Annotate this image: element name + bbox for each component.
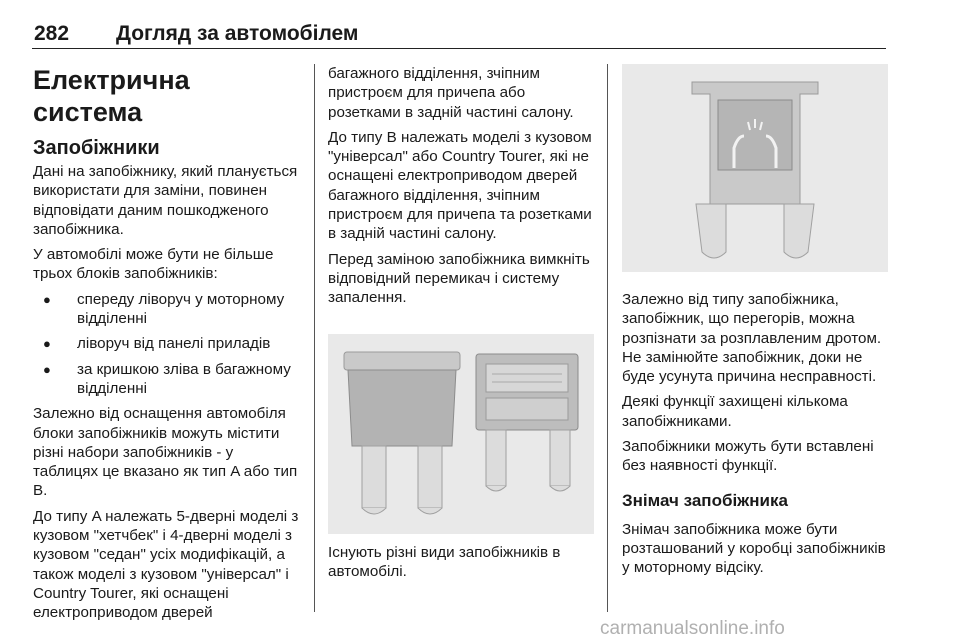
caption-text: Існують різні види запобіжників в автомобілі. <box>328 544 561 581</box>
blade-fuse-icon <box>344 352 460 514</box>
blown-fuse-icon <box>692 82 818 258</box>
watermark: carmanualsonline.info <box>600 618 785 639</box>
running-title: Догляд за автомобілем <box>116 22 359 45</box>
column-1 <box>33 60 301 629</box>
fuse-types-illustration <box>328 334 594 534</box>
section-title: Електрична система <box>33 65 190 127</box>
paragraph: Дані на запобіжнику, який планується використати для заміни, повинен відповідати даним пошкодженого запобіжника. <box>33 163 298 238</box>
paragraph: Знімач запобіжника може бути розташований у коробці запобіжників у моторному відсіку. <box>622 520 886 577</box>
figure-caption <box>328 543 596 588</box>
paragraph: Перед заміною запобіжника вимкніть відповідний перемикач і систему запалення. <box>328 250 590 307</box>
bullet-list <box>33 290 301 398</box>
paragraph: До типу B належать моделі з кузовом "універсал" або Country Tourer, які не оснащені електроприводом дверей багажного відділення, зчіпним пристроєм для причепа та розетками в задній частині салону. <box>328 128 592 243</box>
list-item: ● ліворуч від панелі приладів <box>33 334 301 353</box>
paragraph: До типу A належать 5-дверні моделі з кузовом "хетчбек" і 4-дверні моделі з кузовом "седан" усіх модифікацій, а також моделі з кузовом "універсал" і Country Tourer, які оснащені електроприводом дверей <box>33 507 299 622</box>
blown-fuse-image <box>622 64 888 272</box>
column-divider <box>314 64 315 612</box>
subsection-heading: Знімач запобіжника <box>622 490 788 510</box>
column-divider <box>607 64 608 612</box>
paragraph: У автомобілі може бути не більше трьох блоків запобіжників: <box>33 246 274 283</box>
list-item: ● спереду ліворуч у моторному відділенні <box>33 290 301 329</box>
list-item: ● за кришкою зліва в багажному відділенні <box>33 360 301 399</box>
blown-fuse-illustration <box>622 64 888 272</box>
paragraph: багажного відділення, зчіпним пристроєм для причепа або розетками в задній частині салону. <box>328 65 574 121</box>
page-number: 282 <box>34 22 70 45</box>
fuse-types-image <box>328 334 594 534</box>
paragraph: Деякі функції захищені кількома запобіжниками. <box>622 393 848 430</box>
paragraph: Залежно від оснащення автомобіля блоки запобіжників можуть містити різні набори запобіжників - у таблицях це вказано як тип A або тип B. <box>33 405 298 500</box>
cartridge-fuse-icon <box>476 354 578 491</box>
column-2 <box>328 64 596 314</box>
page-header <box>32 22 886 49</box>
paragraph: Запобіжники можуть бути вставлені без наявності функції. <box>622 438 874 475</box>
subsection-heading: Запобіжники <box>33 137 160 159</box>
column-3 <box>622 290 890 584</box>
paragraph: Залежно від типу запобіжника, запобіжник, що перегорів, можна розпізнати за розплавленим дротом. Не замінюйте запобіжник, доки не буде усунута причина несправності. <box>622 291 882 386</box>
